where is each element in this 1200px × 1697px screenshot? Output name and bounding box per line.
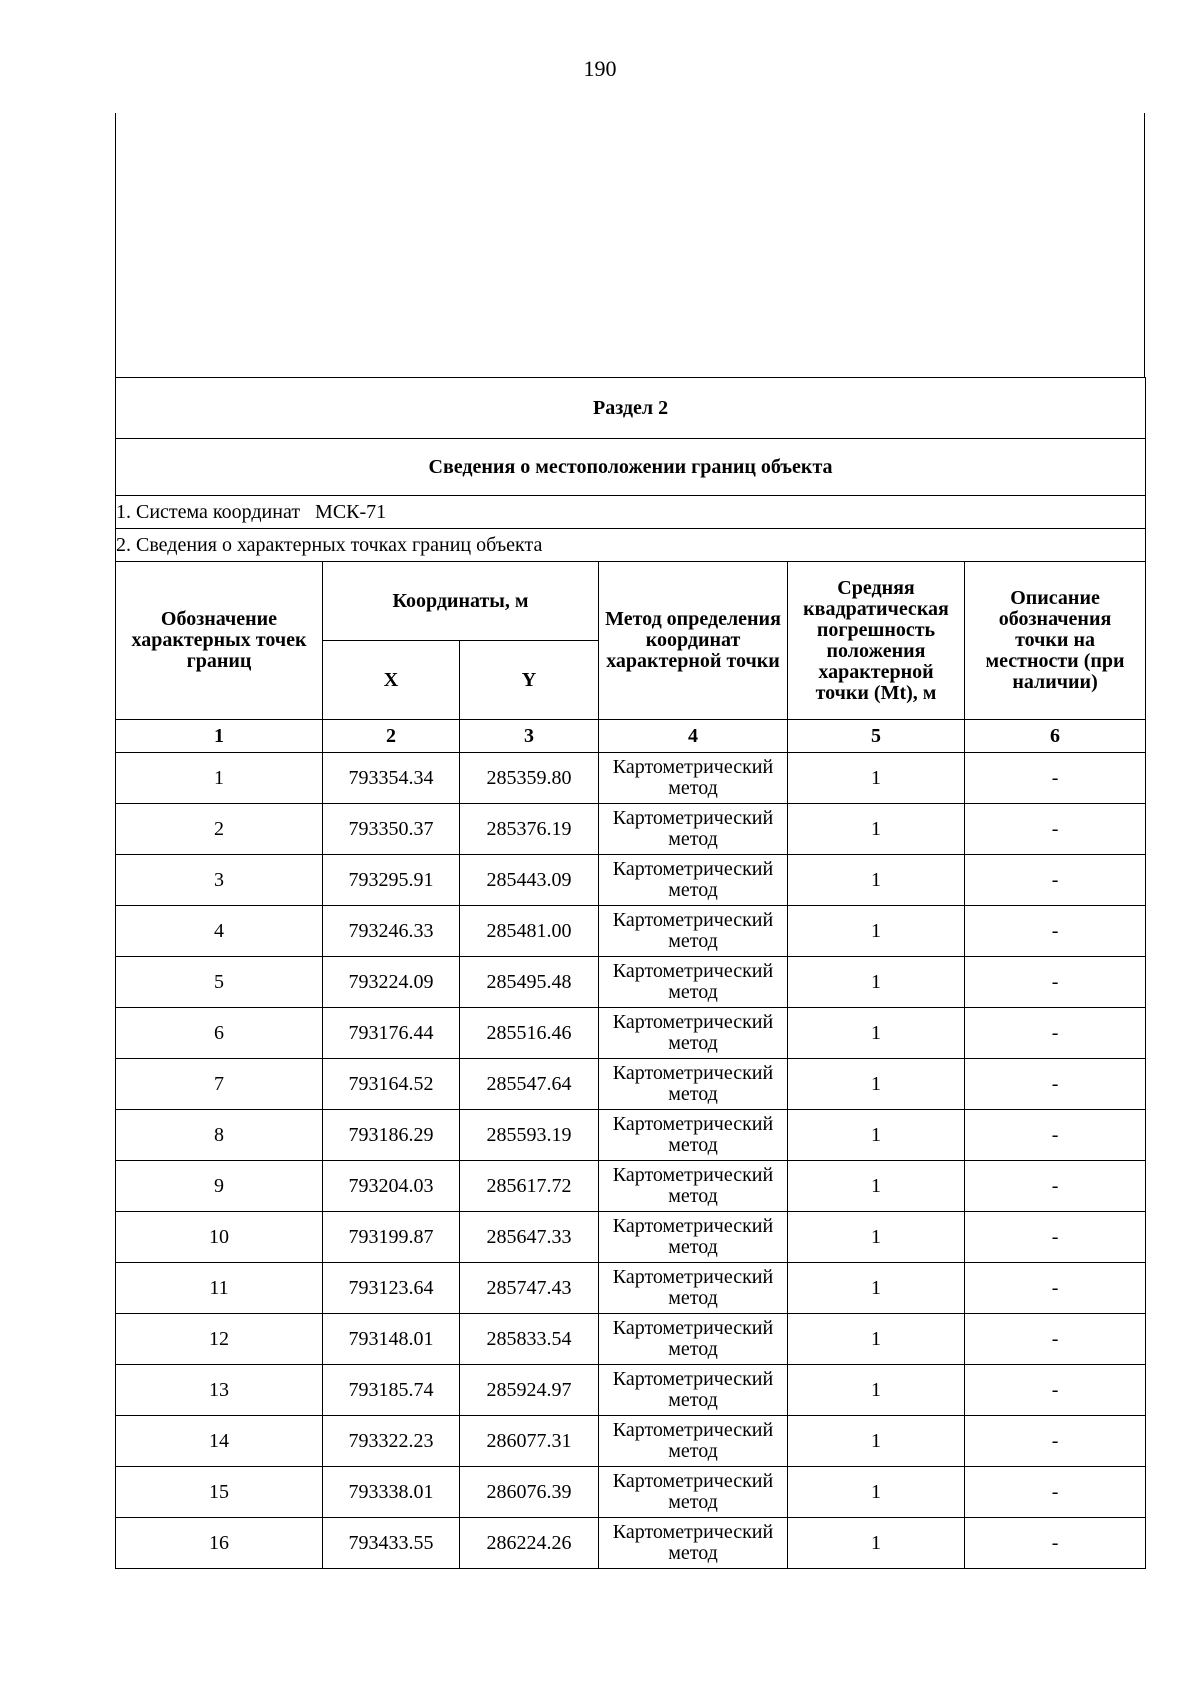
y-coordinate: 286077.31 [460, 1416, 599, 1467]
x-coordinate: 793354.34 [323, 753, 460, 804]
y-coordinate: 285833.54 [460, 1314, 599, 1365]
point-number: 14 [116, 1416, 323, 1467]
description-cell: - [965, 1314, 1146, 1365]
error-value: 1 [788, 1263, 965, 1314]
error-value: 1 [788, 1467, 965, 1518]
table-row [116, 1416, 1146, 1467]
point-number: 1 [116, 753, 323, 804]
column-number: 2 [323, 720, 460, 753]
section-row [116, 378, 1146, 439]
table-row [116, 906, 1146, 957]
point-number: 10 [116, 1212, 323, 1263]
method-cell: Картометрический метод [599, 906, 788, 957]
method-cell: Картометрический метод [599, 1110, 788, 1161]
error-value: 1 [788, 957, 965, 1008]
point-number: 9 [116, 1161, 323, 1212]
description-cell: - [965, 753, 1146, 804]
error-value: 1 [788, 753, 965, 804]
y-coordinate: 286076.39 [460, 1467, 599, 1518]
subtitle-row [116, 439, 1146, 496]
x-coordinate: 793176.44 [323, 1008, 460, 1059]
y-coordinate: 285747.43 [460, 1263, 599, 1314]
table-row [116, 753, 1146, 804]
method-cell: Картометрический метод [599, 855, 788, 906]
header-method: Метод определения координат характерной точки [599, 562, 788, 720]
column-number: 1 [116, 720, 323, 753]
error-value: 1 [788, 1314, 965, 1365]
table-row [116, 1263, 1146, 1314]
header-x: X [323, 641, 460, 720]
header-coordinates: Координаты, м [323, 562, 599, 641]
column-number: 4 [599, 720, 788, 753]
description-cell: - [965, 1161, 1146, 1212]
description-cell: - [965, 1518, 1146, 1569]
description-cell: - [965, 1365, 1146, 1416]
column-number: 6 [965, 720, 1146, 753]
x-coordinate: 793186.29 [323, 1110, 460, 1161]
header-error: Средняя квадратическая погрешность положения характерной точки (Mt), м [788, 562, 965, 720]
error-value: 1 [788, 1059, 965, 1110]
table-row [116, 957, 1146, 1008]
table-row [116, 1212, 1146, 1263]
description-cell: - [965, 1059, 1146, 1110]
error-value: 1 [788, 804, 965, 855]
boundary-table [115, 377, 1146, 1569]
coordinate-system: 1. Система координат МСК-71 [116, 496, 1146, 529]
x-coordinate: 793246.33 [323, 906, 460, 957]
x-coordinate: 793338.01 [323, 1467, 460, 1518]
points-caption: 2. Сведения о характерных точках границ объекта [116, 529, 1146, 562]
y-coordinate: 285376.19 [460, 804, 599, 855]
method-cell: Картометрический метод [599, 957, 788, 1008]
point-number: 5 [116, 957, 323, 1008]
y-coordinate: 285516.46 [460, 1008, 599, 1059]
x-coordinate: 793185.74 [323, 1365, 460, 1416]
header-description: Описание обозначения точки на местности (при наличии) [965, 562, 1146, 720]
error-value: 1 [788, 1161, 965, 1212]
error-value: 1 [788, 1416, 965, 1467]
table-row [116, 855, 1146, 906]
y-coordinate: 285495.48 [460, 957, 599, 1008]
point-number: 3 [116, 855, 323, 906]
method-cell: Картометрический метод [599, 1416, 788, 1467]
error-value: 1 [788, 1008, 965, 1059]
method-cell: Картометрический метод [599, 1467, 788, 1518]
method-cell: Картометрический метод [599, 1161, 788, 1212]
point-number: 6 [116, 1008, 323, 1059]
table-row [116, 1059, 1146, 1110]
page-number: 190 [583, 56, 617, 81]
point-number: 2 [116, 804, 323, 855]
description-cell: - [965, 1263, 1146, 1314]
coordinate-system-row [116, 496, 1146, 529]
error-value: 1 [788, 855, 965, 906]
point-number: 7 [116, 1059, 323, 1110]
method-cell: Картометрический метод [599, 804, 788, 855]
header-designation: Обозначение характерных точек границ [116, 562, 323, 720]
section-subtitle: Сведения о местоположении границ объекта [116, 439, 1146, 496]
column-number: 3 [460, 720, 599, 753]
header-y: Y [460, 641, 599, 720]
method-cell: Картометрический метод [599, 1212, 788, 1263]
points-caption-row [116, 529, 1146, 562]
x-coordinate: 793148.01 [323, 1314, 460, 1365]
x-coordinate: 793350.37 [323, 804, 460, 855]
method-cell: Картометрический метод [599, 1314, 788, 1365]
y-coordinate: 285359.80 [460, 753, 599, 804]
method-cell: Картометрический метод [599, 1008, 788, 1059]
x-coordinate: 793204.03 [323, 1161, 460, 1212]
y-coordinate: 285547.64 [460, 1059, 599, 1110]
table-row [116, 1008, 1146, 1059]
point-number: 12 [116, 1314, 323, 1365]
description-cell: - [965, 1008, 1146, 1059]
section-title: Раздел 2 [116, 378, 1146, 439]
point-number: 13 [116, 1365, 323, 1416]
y-coordinate: 286224.26 [460, 1518, 599, 1569]
method-cell: Картометрический метод [599, 1059, 788, 1110]
y-coordinate: 285924.97 [460, 1365, 599, 1416]
header-row-1 [116, 562, 1146, 641]
y-coordinate: 285647.33 [460, 1212, 599, 1263]
method-cell: Картометрический метод [599, 1365, 788, 1416]
y-coordinate: 285481.00 [460, 906, 599, 957]
point-number: 8 [116, 1110, 323, 1161]
table-row [116, 804, 1146, 855]
description-cell: - [965, 804, 1146, 855]
error-value: 1 [788, 1212, 965, 1263]
table-row [116, 1518, 1146, 1569]
description-cell: - [965, 906, 1146, 957]
description-cell: - [965, 957, 1146, 1008]
method-cell: Картометрический метод [599, 753, 788, 804]
x-coordinate: 793164.52 [323, 1059, 460, 1110]
table-row [116, 1365, 1146, 1416]
x-coordinate: 793199.87 [323, 1212, 460, 1263]
column-number: 5 [788, 720, 965, 753]
y-coordinate: 285593.19 [460, 1110, 599, 1161]
y-coordinate: 285617.72 [460, 1161, 599, 1212]
error-value: 1 [788, 1365, 965, 1416]
method-cell: Картометрический метод [599, 1263, 788, 1314]
method-cell: Картометрический метод [599, 1518, 788, 1569]
page-frame [115, 113, 1145, 378]
point-number: 16 [116, 1518, 323, 1569]
point-number: 11 [116, 1263, 323, 1314]
table-row [116, 1161, 1146, 1212]
table-row [116, 1314, 1146, 1365]
x-coordinate: 793123.64 [323, 1263, 460, 1314]
error-value: 1 [788, 906, 965, 957]
x-coordinate: 793295.91 [323, 855, 460, 906]
error-value: 1 [788, 1518, 965, 1569]
column-number-row [116, 720, 1146, 753]
error-value: 1 [788, 1110, 965, 1161]
x-coordinate: 793433.55 [323, 1518, 460, 1569]
table-row [116, 1110, 1146, 1161]
x-coordinate: 793224.09 [323, 957, 460, 1008]
description-cell: - [965, 855, 1146, 906]
description-cell: - [965, 1416, 1146, 1467]
point-number: 15 [116, 1467, 323, 1518]
point-number: 4 [116, 906, 323, 957]
y-coordinate: 285443.09 [460, 855, 599, 906]
description-cell: - [965, 1212, 1146, 1263]
x-coordinate: 793322.23 [323, 1416, 460, 1467]
description-cell: - [965, 1467, 1146, 1518]
table-row [116, 1467, 1146, 1518]
description-cell: - [965, 1110, 1146, 1161]
